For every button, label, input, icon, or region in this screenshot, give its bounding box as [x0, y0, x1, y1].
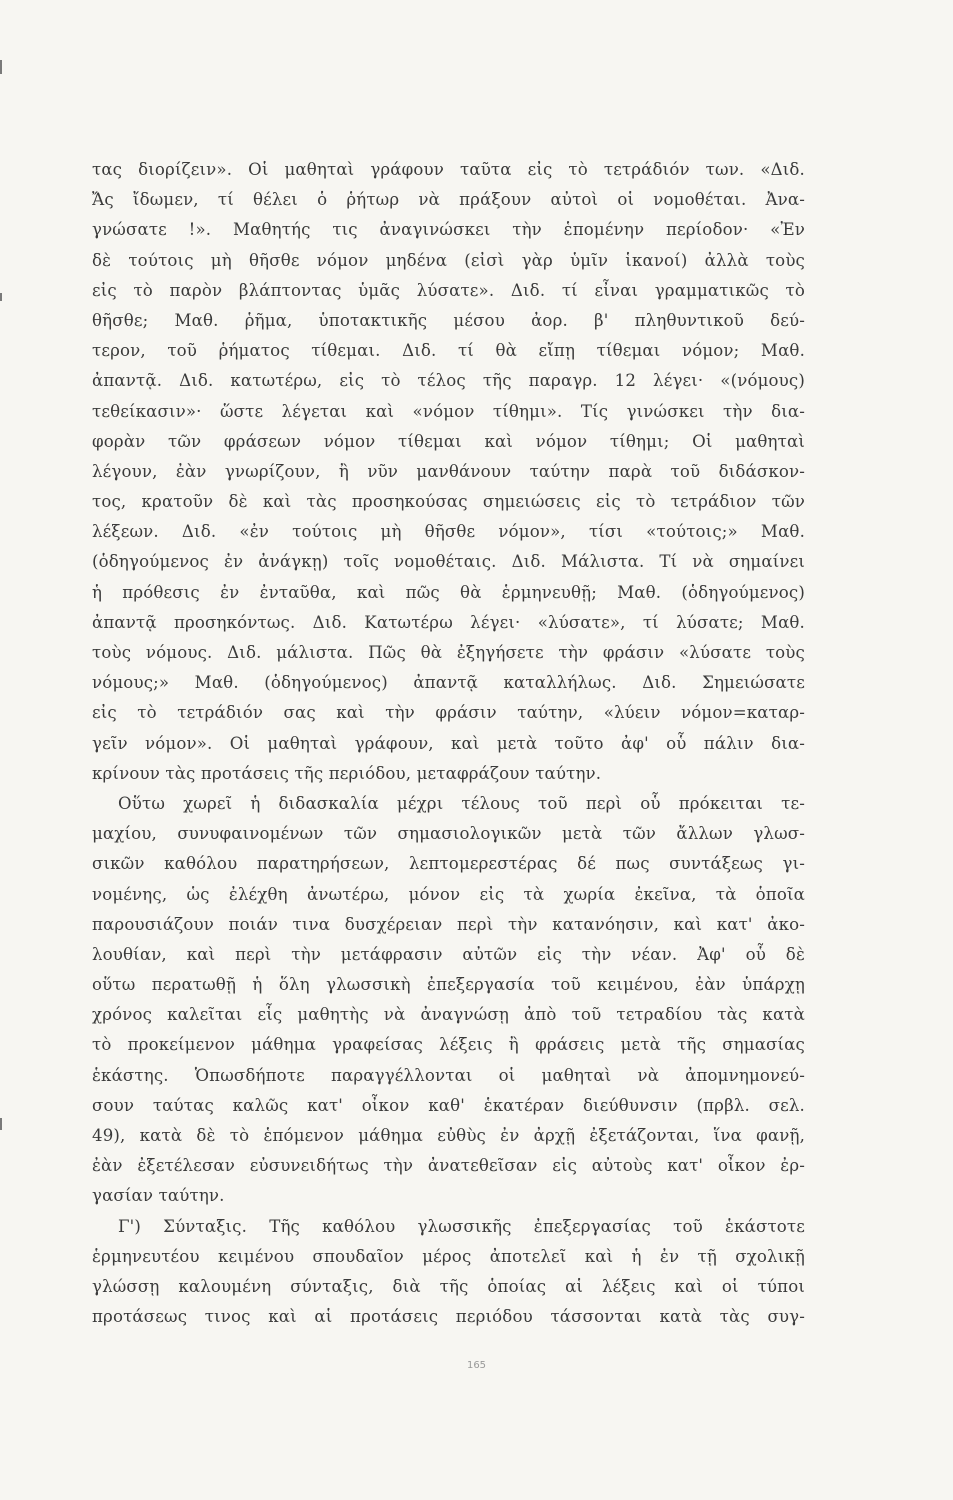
text-line: κρίνουν τὰς προτάσεις τῆς περιόδου, μεταφράζουν ταύτην. — [92, 763, 602, 783]
text-line: γασίαν ταύτην. — [92, 1186, 225, 1206]
text-line: ἀπαντᾷ προσηκόντως. Διδ. Κατωτέρω λέγει· «λύσατε», τί λύσατε; Μαθ. — [92, 612, 805, 632]
text-line: γνώσατε !». Μαθητής τις ἀναγινώσκει τὴν ἑπομένην περίοδον· «Ἐν — [92, 220, 805, 240]
text-line: σικῶν καθόλου παρατηρήσεων, λεπτομερεστέρας δέ πως συντάξεως γι- — [92, 854, 805, 874]
text-line: λέξεων. Διδ. «ἐν τούτοις μὴ θῆσθε νόμον», τίσι «τούτοις;» Μαθ. — [92, 522, 805, 542]
text-line: θῆσθε; Μαθ. ῥῆμα, ὑποτακτικῆς μέσου ἀορ. β' πληθυντικοῦ δεύ- — [92, 310, 805, 330]
text-line: ἑκάστης. Ὁπωσδήποτε παραγγέλλονται οἱ μαθηταὶ νὰ ἀπομνημονεύ- — [92, 1065, 805, 1085]
text-line: Οὕτω χωρεῖ ἡ διδασκαλία μέχρι τέλους τοῦ περὶ οὗ πρόκειται τε- — [118, 793, 805, 813]
text-line: λουθίαν, καὶ περὶ τὴν μετάφρασιν αὐτῶν εἰς τὴν νέαν. Ἀφ' οὗ δὲ — [92, 944, 805, 964]
text-line: γεῖν νόμον». Οἱ μαθηταὶ γράφουν, καὶ μετὰ τοῦτο ἀφ' οὗ πάλιν δια- — [92, 733, 805, 753]
text-line: σουν ταύτας καλῶς κατ' οἶκον καθ' ἑκατέραν διεύθυνσιν (πρβλ. σελ. — [92, 1095, 805, 1115]
text-line: νόμους;» Μαθ. (ὁδηγούμενος) ἀπαντᾷ καταλλήλως. Διδ. Σημειώσατε — [92, 673, 805, 693]
text-line: τος, κρατοῦν δὲ καὶ τὰς προσηκούσας σημειώσεις εἰς τὸ τετράδιον τῶν — [92, 492, 805, 512]
text-line: 49), κατὰ δὲ τὸ ἑπόμενον μάθημα εὐθὺς ἐν ἀρχῇ ἐξετάζονται, ἵνα φανῇ, — [92, 1126, 805, 1145]
binding-mark — [0, 293, 2, 301]
binding-mark — [0, 1118, 2, 1130]
text-line: λέγουν, ἐὰν γνωρίζουν, ἢ νῦν μανθάνουν ταύτην παρὰ τοῦ διδάσκον- — [92, 461, 805, 481]
body-text — [92, 155, 805, 1332]
text-line: νομένης, ὡς ἐλέχθη ἀνωτέρω, μόνον εἰς τὰ χωρία ἐκεῖνα, τὰ ὁποῖα — [92, 884, 805, 904]
text-line: ἀπαντᾷ. Διδ. κατωτέρω, εἰς τὸ τέλος τῆς παραγρ. 12 λέγει· «(νόμους) — [92, 371, 805, 391]
text-line: τεθείκασιν»· ὥστε λέγεται καὶ «νόμον τίθημι». Τίς γινώσκει τὴν δια- — [92, 401, 805, 421]
text-line: τερον, τοῦ ῥήματος τίθεμαι. Διδ. τί θὰ εἴπῃ τίθεμαι νόμον; Μαθ. — [92, 341, 805, 361]
text-line: προτάσεως τινος καὶ αἱ προτάσεις περιόδου τάσσονται κατὰ τὰς συγ- — [92, 1307, 805, 1327]
text-line: Γ') Σύνταξις. Τῆς καθόλου γλωσσικῆς ἐπεξεργασίας τοῦ ἑκάστοτε — [118, 1216, 805, 1236]
text-line: ἐὰν ἐξετέλεσαν εὐσυνειδήτως τὴν ἀνατεθεῖσαν εἰς αὐτοὺς κατ' οἶκον ἐρ- — [92, 1156, 805, 1176]
text-line: χρόνος καλεῖται εἷς μαθητὴς νὰ ἀναγνώσῃ ἀπὸ τοῦ τετραδίου τὰς κατὰ — [92, 1005, 805, 1025]
text-line: παρουσιάζουν ποιάν τινα δυσχέρειαν περὶ τὴν κατανόησιν, καὶ κατ' ἀκο- — [92, 914, 805, 934]
text-line: εἰς τὸ τετράδιόν σας καὶ τὴν φράσιν ταύτην, «λύειν νόμον=καταρ- — [92, 703, 805, 723]
text-line: γλώσσῃ καλουμένη σύνταξις, διὰ τῆς ὁποίας αἱ λέξεις καὶ οἱ τύποι — [92, 1276, 805, 1296]
text-line: τας διορίζειν». Οἱ μαθηταὶ γράφουν ταῦτα εἰς τὸ τετράδιόν των. «Διδ. — [92, 160, 805, 179]
text-line: τὸ προκείμενον μάθημα γραφείσας λέξεις ἢ φράσεις μετὰ τῆς σημασίας — [92, 1035, 805, 1055]
text-line: ἑρμηνευτέου κειμένου σπουδαῖον μέρος ἀποτελεῖ καὶ ἡ ἐν τῇ σχολικῇ — [92, 1246, 805, 1266]
text-line: ἡ πρόθεσις ἐν ἐνταῦθα, καὶ πῶς θὰ ἑρμηνευθῇ; Μαθ. (ὁδηγούμενος) — [92, 582, 805, 602]
text-line: δὲ τούτοις μὴ θῆσθε νόμον μηδένα (εἰσὶ γὰρ ὑμῖν ἱκανοί) ἀλλὰ τοὺς — [92, 250, 805, 270]
text-line: τοὺς νόμους. Διδ. μάλιστα. Πῶς θὰ ἐξηγήσετε τὴν φράσιν «λύσατε τοὺς — [92, 643, 805, 662]
text-line: εἰς τὸ παρὸν βλάπτοντας ὑμᾶς λύσατε». Διδ. τί εἶναι γραμματικῶς τὸ — [92, 280, 805, 300]
binding-mark — [0, 60, 2, 74]
text-line: (ὁδηγούμενος ἐν ἀνάγκῃ) τοῖς νομοθέταις. Διδ. Μάλιστα. Τί νὰ σημαίνει — [92, 552, 805, 572]
page-number: 165 — [466, 1360, 487, 1371]
text-line: φορὰν τῶν φράσεων νόμον τίθεμαι καὶ νόμον τίθημι; Οἱ μαθηταὶ — [92, 431, 805, 451]
text-line: οὕτω περατωθῇ ἡ ὅλη γλωσσικὴ ἐπεξεργασία τοῦ κειμένου, ἐὰν ὑπάρχῃ — [92, 975, 805, 995]
text-line: μαχίου, συνυφαινομένων τῶν σημασιολογικῶν μετὰ τῶν ἄλλων γλωσ- — [92, 824, 805, 844]
text-line: Ἄς ἴδωμεν, τί θέλει ὁ ῥήτωρ νὰ πράξουν αὐτοὶ οἱ νομοθέται. Ἀνα- — [92, 190, 805, 210]
